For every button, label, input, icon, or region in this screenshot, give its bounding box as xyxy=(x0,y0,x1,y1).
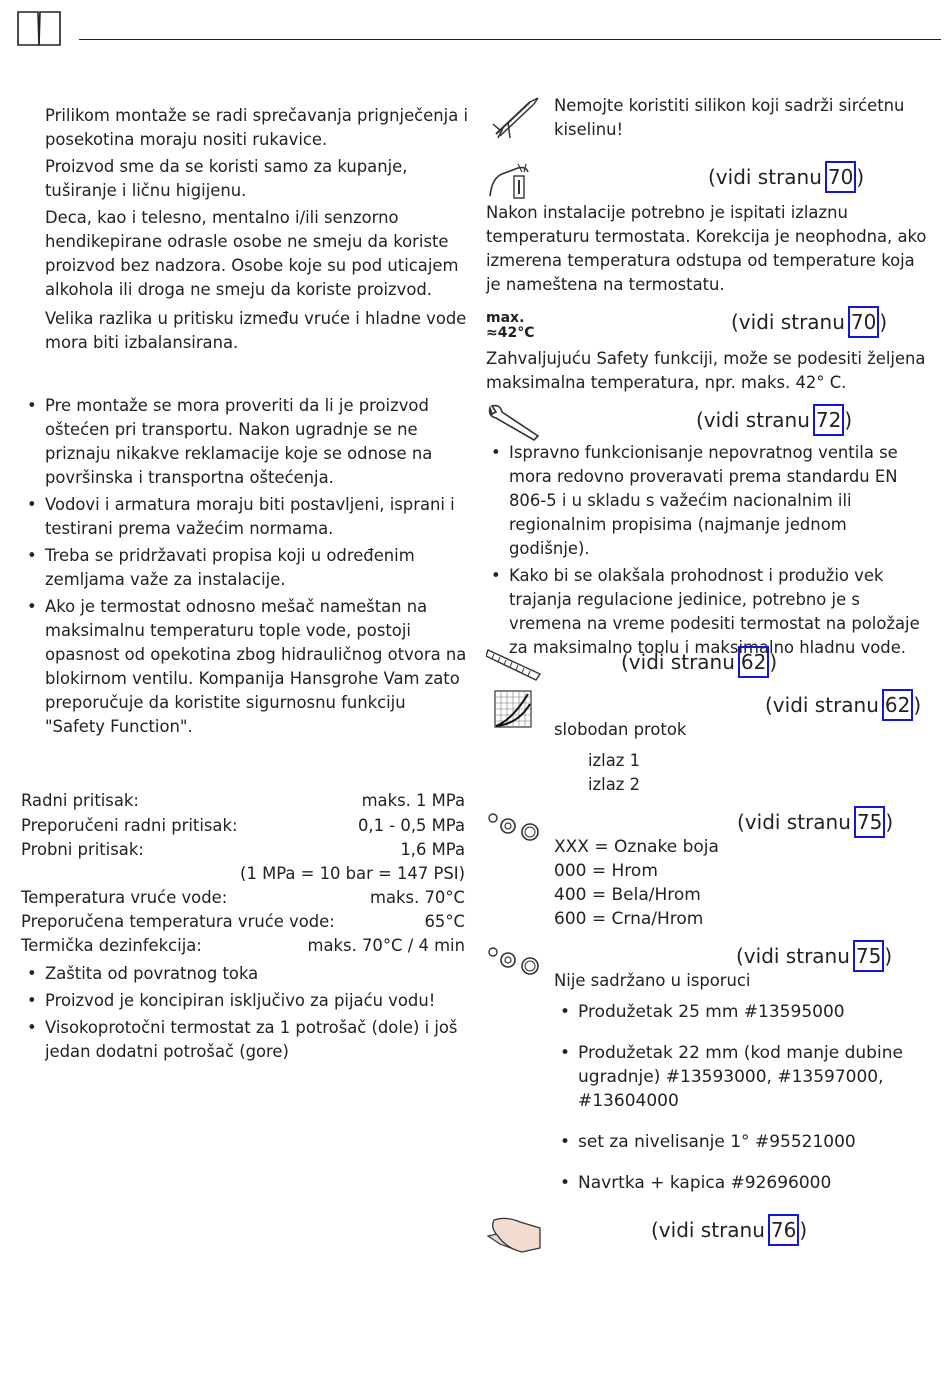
not-included-label: Nije sadržano u isporuci xyxy=(554,971,751,990)
list-item: • Pre montaže se mora proveriti da li je proizvod oštećen pri transportu. Nakon ugradnje se ne priznaju nikakve reklamacije koje se odnose na površinska i transportna oštećenja. xyxy=(22,394,470,490)
supervision-paragraph: Deca, kao i telesno, mentalno i/ili senzorno hendikepirane odrasle osobe ne smeju da koriste proizvod bez nadzora. Osobe koje su pod uticajem alkohola ili droga ne smeju da koriste proizvod. xyxy=(45,208,459,299)
page-link[interactable]: 62 xyxy=(882,689,913,721)
spec-label: Probni pritisak: xyxy=(21,840,144,859)
page-link[interactable]: 75 xyxy=(854,806,885,838)
spec-value: 1,6 MPa xyxy=(400,840,465,859)
spec-row xyxy=(21,886,465,910)
silicone-gun-icon xyxy=(490,96,542,140)
safety-function-text: Zahvaljujuću Safety funkciji, može se podesiti željena maksimalna temperatura, npr. maks. 42° C. xyxy=(486,349,926,392)
page-link[interactable]: 72 xyxy=(813,404,844,436)
flow-diagram-icon xyxy=(494,690,532,728)
page-reference: (vidi stranu 62 ) xyxy=(765,689,921,721)
free-flow-label: slobodan protok xyxy=(554,720,687,739)
finish-parts-icon xyxy=(486,810,542,844)
color-code-row: XXX = Oznake boja xyxy=(554,837,719,857)
gloves-paragraph: Prilikom montaže se radi sprečavanja prignječenja i posekotina moraju nositi rukavice. xyxy=(45,106,469,149)
page-reference: (vidi stranu 75 ) xyxy=(737,806,893,838)
spec-value: 0,1 - 0,5 MPa xyxy=(357,816,465,835)
wrench-icon xyxy=(486,404,542,444)
spec-label: Temperatura vruće vode: xyxy=(21,888,228,907)
list-item: • Treba se pridržavati propisa koji u određenim zemljama važe za instalacije. xyxy=(22,544,470,592)
page-reference: (vidi stranu 75 ) xyxy=(736,940,892,972)
max-label: max. xyxy=(486,310,525,326)
spec-value: maks. 1 MPa xyxy=(361,791,465,810)
usage-paragraph: Proizvod sme da se koristi samo za kupanje, tuširanje i ličnu higijenu. xyxy=(45,157,408,200)
page-reference: (vidi stranu 72 ) xyxy=(696,404,852,436)
spec-label: Termička dezinfekcija: xyxy=(21,936,202,955)
accessory-parts-icon xyxy=(486,944,542,978)
list-item: • Ako je termostat odnosno mešač nameštan na maksimalnu temperaturu tople vode, postoji opasnost od opekotina zbog hidrauličnog otvora na blokirnom ventilu. Kompanija Hansgrohe Vam zato preporučuje da koristite sigurnosnu funkciju "Safety Function". xyxy=(22,595,470,739)
color-code-row: 400 = Bela/Hrom xyxy=(554,885,701,905)
color-code-row: 000 = Hrom xyxy=(554,861,658,881)
color-code-row: 600 = Crna/Hrom xyxy=(554,909,704,929)
outlet-label: izlaz 2 xyxy=(588,775,640,794)
page-reference: (vidi stranu 76 ) xyxy=(651,1214,807,1246)
max-temp-label: ≈42°C xyxy=(486,325,535,341)
max-temperature-badge xyxy=(486,311,535,341)
header-rule xyxy=(79,39,941,40)
page-link[interactable]: 76 xyxy=(768,1214,799,1246)
spec-row xyxy=(21,838,465,862)
outlet-label: izlaz 1 xyxy=(588,751,640,770)
temperature-check-text: Nakon instalacije potrebno je ispitati izlaznu temperaturu termostata. Korekcija je neophodna, ako izmerena temperatura odstupa od temperature koja je nameštena na termostatu. xyxy=(486,203,927,294)
spec-value: maks. 70°C xyxy=(370,888,465,907)
list-item: • Visokoprotočni termostat za 1 potrošač (dole) i još jedan dodatni potrošač (gore) xyxy=(22,1016,470,1064)
list-item: • Produžetak 22 mm (kod manje dubine ugradnje) #13593000, #13597000, #13604000 xyxy=(555,1041,915,1113)
spec-row xyxy=(21,789,465,813)
pressure-paragraph: Velika razlika u pritisku između vruće i hladne vode mora biti izbalansirana. xyxy=(45,309,467,352)
maintenance-bullet-list xyxy=(486,441,931,660)
list-item: • Kako bi se olakšala prohodnost i produžio vek trajanja regulacione jedinice, potrebno je s vremena na vreme podesiti termostat na položaje za maksimalno toplu i maksimalno hladnu vode. xyxy=(486,564,931,660)
spec-bullet-list xyxy=(22,962,470,1064)
page-reference: (vidi stranu 70 ) xyxy=(708,161,864,193)
page-link[interactable]: 75 xyxy=(853,940,884,972)
spec-label: Preporučena temperatura vruće vode: xyxy=(21,912,335,931)
ruler-icon xyxy=(486,648,542,682)
page-link[interactable]: 70 xyxy=(825,161,856,193)
accessory-bullet-list xyxy=(555,1000,915,1195)
list-item: • Navrtka + kapica #92696000 xyxy=(555,1171,915,1195)
spec-row xyxy=(21,934,465,958)
list-item: • Vodovi i armatura moraju biti postavljeni, isprani i testirani prema važećim normama. xyxy=(22,493,470,541)
spec-row xyxy=(21,814,465,838)
list-item: • Zaštita od povratnog toka xyxy=(22,962,470,986)
installation-bullet-list xyxy=(22,394,470,739)
list-item: • set za nivelisanje 1° #95521000 xyxy=(555,1130,915,1154)
spec-row xyxy=(21,910,465,934)
list-item: • Proizvod je koncipiran isključivo za pijaću vodu! xyxy=(22,989,470,1013)
pressure-conversion-note: (1 MPa = 10 bar = 147 PSI) xyxy=(240,864,465,883)
spec-value: 65°C xyxy=(424,912,465,931)
cleaning-hand-icon xyxy=(486,1214,542,1254)
page-reference: (vidi stranu 70 ) xyxy=(731,306,887,338)
spec-label: Radni pritisak: xyxy=(21,791,139,810)
book-icon xyxy=(16,10,62,48)
page-reference: (vidi stranu 62 ) xyxy=(621,646,777,678)
page-link[interactable]: 62 xyxy=(738,646,769,678)
list-item: • Produžetak 25 mm #13595000 xyxy=(555,1000,915,1024)
thermometer-hand-icon xyxy=(488,162,534,202)
list-item: • Ispravno funkcionisanje nepovratnog ventila se mora redovno proveravati prema standardu EN 806-5 i u skladu s važećim nacionalnim ili regionalnim propisima (najmanje jednom godišnje). xyxy=(486,441,931,561)
spec-label: Preporučeni radni pritisak: xyxy=(21,816,238,835)
spec-value: maks. 70°C / 4 min xyxy=(307,936,465,955)
silicone-warning-text: Nemojte koristiti silikon koji sadrži sirćetnu kiselinu! xyxy=(554,96,905,139)
page-link[interactable]: 70 xyxy=(848,306,879,338)
